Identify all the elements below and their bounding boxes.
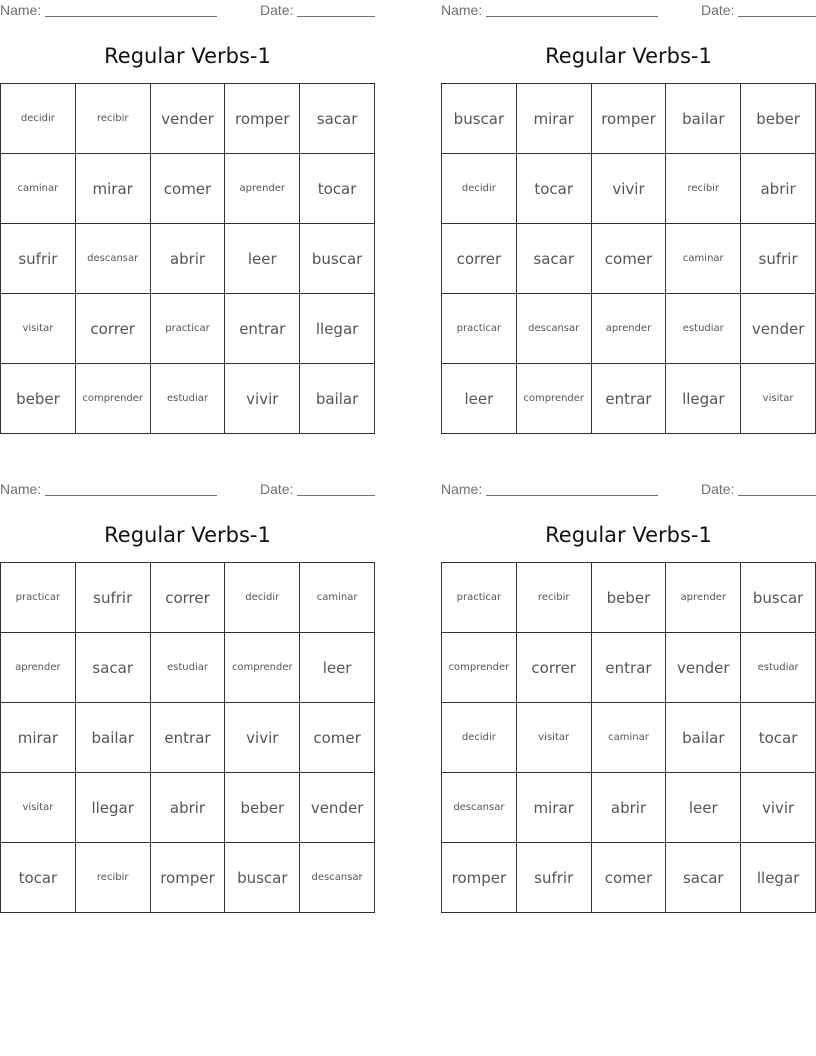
date-blank (297, 481, 375, 496)
grid-cell: aprender (592, 294, 667, 364)
card-header (0, 481, 375, 497)
grid-cell: sufrir (76, 563, 151, 633)
grid-cell: tocar (1, 843, 76, 913)
grid-cell: entrar (151, 703, 226, 773)
grid-cell: beber (1, 364, 76, 434)
grid-cell: vivir (741, 773, 816, 843)
grid-cell: decidir (1, 84, 76, 154)
bingo-grid (0, 562, 375, 913)
grid-cell: visitar (741, 364, 816, 434)
name-blank (486, 481, 658, 496)
grid-cell: sufrir (741, 224, 816, 294)
grid-cell: vivir (225, 703, 300, 773)
grid-cell: llegar (76, 773, 151, 843)
grid-cell: vivir (592, 154, 667, 224)
grid-cell: entrar (592, 633, 667, 703)
bingo-card-1 (0, 0, 375, 435)
grid-cell: recibir (517, 563, 592, 633)
grid-cell: romper (151, 843, 226, 913)
grid-cell: estudiar (666, 294, 741, 364)
grid-cell: romper (442, 843, 517, 913)
grid-cell: mirar (517, 84, 592, 154)
grid-cell: aprender (666, 563, 741, 633)
grid-cell: correr (151, 563, 226, 633)
grid-cell: estudiar (741, 633, 816, 703)
grid-cell: mirar (1, 703, 76, 773)
grid-cell: vender (666, 633, 741, 703)
grid-cell: bailar (76, 703, 151, 773)
grid-cell: sacar (666, 843, 741, 913)
grid-cell: visitar (517, 703, 592, 773)
grid-cell: comer (592, 843, 667, 913)
date-label: Date: (701, 481, 735, 497)
grid-cell: practicar (1, 563, 76, 633)
card-header (0, 2, 375, 18)
grid-cell: decidir (442, 703, 517, 773)
name-blank (486, 2, 658, 17)
grid-cell: bailar (666, 84, 741, 154)
grid-cell: sufrir (1, 224, 76, 294)
grid-cell: decidir (225, 563, 300, 633)
grid-cell: comprender (517, 364, 592, 434)
grid-cell: romper (225, 84, 300, 154)
name-label: Name: (0, 481, 42, 497)
bingo-card-3 (0, 479, 375, 914)
grid-cell: practicar (151, 294, 226, 364)
grid-cell: buscar (300, 224, 375, 294)
grid-cell: comprender (76, 364, 151, 434)
grid-cell: descansar (76, 224, 151, 294)
grid-cell: leer (442, 364, 517, 434)
grid-cell: entrar (592, 364, 667, 434)
grid-cell: aprender (1, 633, 76, 703)
grid-cell: aprender (225, 154, 300, 224)
card-title: Regular Verbs-1 (104, 523, 271, 547)
grid-cell: abrir (151, 224, 226, 294)
grid-cell: correr (442, 224, 517, 294)
name-blank (45, 2, 217, 17)
grid-cell: buscar (225, 843, 300, 913)
grid-cell: caminar (1, 154, 76, 224)
grid-cell: estudiar (151, 633, 226, 703)
grid-cell: mirar (517, 773, 592, 843)
grid-cell: leer (300, 633, 375, 703)
grid-cell: bailar (666, 703, 741, 773)
grid-cell: visitar (1, 294, 76, 364)
grid-cell: descansar (442, 773, 517, 843)
date-blank (738, 481, 816, 496)
grid-cell: beber (741, 84, 816, 154)
grid-cell: entrar (225, 294, 300, 364)
grid-cell: vender (300, 773, 375, 843)
grid-cell: tocar (300, 154, 375, 224)
grid-cell: descansar (517, 294, 592, 364)
grid-cell: recibir (76, 843, 151, 913)
grid-cell: estudiar (151, 364, 226, 434)
grid-cell: sacar (76, 633, 151, 703)
grid-cell: correr (76, 294, 151, 364)
grid-cell: leer (666, 773, 741, 843)
grid-cell: decidir (442, 154, 517, 224)
grid-cell: vender (741, 294, 816, 364)
grid-cell: abrir (592, 773, 667, 843)
grid-cell: comer (592, 224, 667, 294)
grid-cell: visitar (1, 773, 76, 843)
card-title: Regular Verbs-1 (104, 44, 271, 68)
grid-cell: llegar (666, 364, 741, 434)
bingo-grid (441, 562, 816, 913)
date-blank (738, 2, 816, 17)
grid-cell: bailar (300, 364, 375, 434)
grid-cell: correr (517, 633, 592, 703)
grid-cell: beber (592, 563, 667, 633)
grid-cell: recibir (76, 84, 151, 154)
grid-cell: mirar (76, 154, 151, 224)
bingo-card-2 (441, 0, 816, 435)
card-title: Regular Verbs-1 (545, 44, 712, 68)
date-label: Date: (260, 2, 294, 18)
grid-cell: descansar (300, 843, 375, 913)
card-title: Regular Verbs-1 (545, 523, 712, 547)
date-label: Date: (260, 481, 294, 497)
date-label: Date: (701, 2, 735, 18)
bingo-card-4 (441, 479, 816, 914)
grid-cell: abrir (151, 773, 226, 843)
grid-cell: comprender (225, 633, 300, 703)
grid-cell: practicar (442, 294, 517, 364)
grid-cell: sufrir (517, 843, 592, 913)
name-label: Name: (441, 481, 483, 497)
grid-cell: comprender (442, 633, 517, 703)
grid-cell: sacar (517, 224, 592, 294)
grid-cell: llegar (300, 294, 375, 364)
grid-cell: practicar (442, 563, 517, 633)
grid-cell: tocar (741, 703, 816, 773)
grid-cell: recibir (666, 154, 741, 224)
bingo-grid (0, 83, 375, 434)
grid-cell: beber (225, 773, 300, 843)
grid-cell: abrir (741, 154, 816, 224)
grid-cell: vivir (225, 364, 300, 434)
grid-cell: romper (592, 84, 667, 154)
grid-cell: caminar (300, 563, 375, 633)
name-label: Name: (0, 2, 42, 18)
card-header (441, 481, 816, 497)
grid-cell: tocar (517, 154, 592, 224)
date-blank (297, 2, 375, 17)
grid-cell: leer (225, 224, 300, 294)
grid-cell: comer (300, 703, 375, 773)
grid-cell: caminar (592, 703, 667, 773)
bingo-grid (441, 83, 816, 434)
name-blank (45, 481, 217, 496)
grid-cell: llegar (741, 843, 816, 913)
card-header (441, 2, 816, 18)
grid-cell: vender (151, 84, 226, 154)
grid-cell: sacar (300, 84, 375, 154)
grid-cell: caminar (666, 224, 741, 294)
grid-cell: buscar (442, 84, 517, 154)
grid-cell: comer (151, 154, 226, 224)
grid-cell: buscar (741, 563, 816, 633)
name-label: Name: (441, 2, 483, 18)
